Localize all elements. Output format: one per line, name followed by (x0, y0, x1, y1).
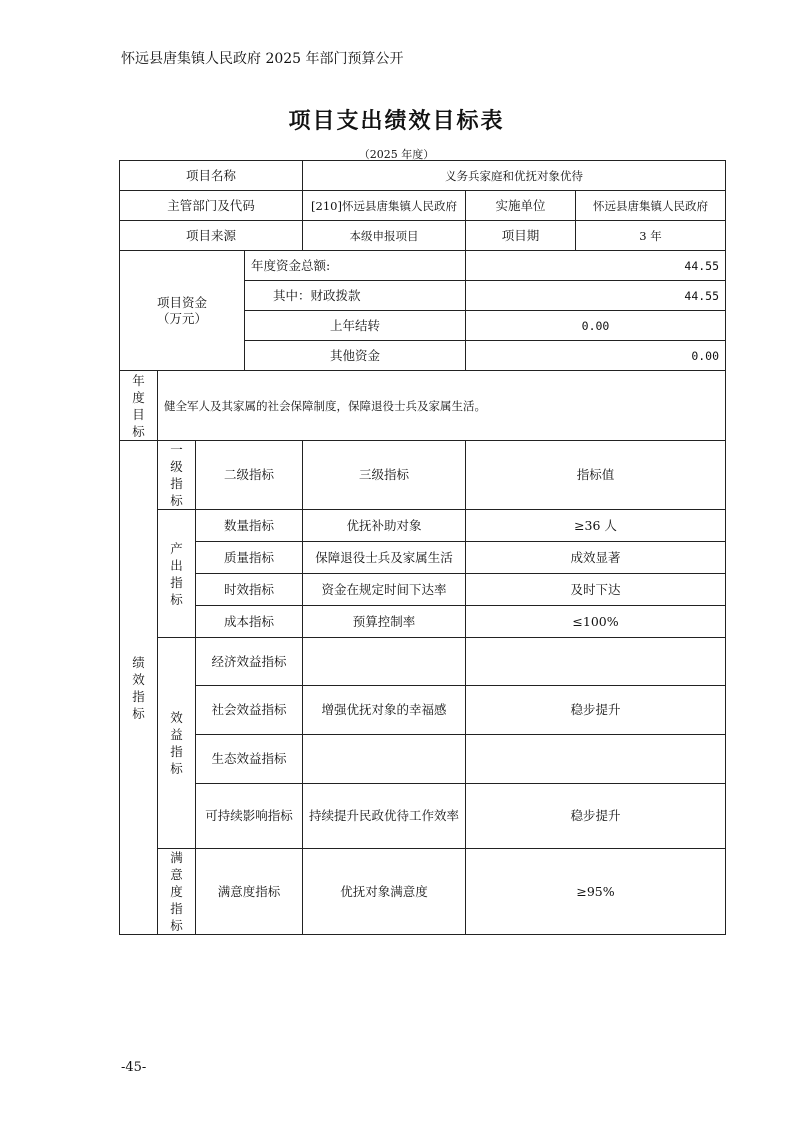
row-annual-goal (120, 371, 726, 441)
funds-other-label: 其他资金 (245, 341, 466, 371)
level3-cell: 优抚对象满意度 (303, 849, 466, 935)
table-row (120, 606, 726, 638)
level3-cell: 资金在规定时间下达率 (303, 574, 466, 606)
table-row (120, 542, 726, 574)
table-row (120, 574, 726, 606)
level3-cell: 优抚补助对象 (303, 510, 466, 542)
level2-header: 二级指标 (196, 441, 303, 510)
annual-goal-label: 年 度 目 标 (120, 371, 158, 441)
table-row (120, 784, 726, 849)
value-cell: 成效显著 (466, 542, 726, 574)
dept-value: [210]怀远县唐集镇人民政府 (303, 191, 466, 221)
row-funds-total (120, 251, 726, 281)
annual-goal-text: 健全军人及其家属的社会保障制度，保障退役士兵及家属生活。 (158, 371, 726, 441)
table-row (120, 849, 726, 935)
funds-carry-value: 0.00 (466, 311, 726, 341)
level2-cell: 生态效益指标 (196, 735, 303, 784)
table-row (120, 638, 726, 686)
impl-label: 实施单位 (466, 191, 576, 221)
page-title: 项目支出绩效目标表 (288, 108, 505, 134)
page-header: 怀远县唐集镇人民政府 2025 年部门预算公开 (121, 51, 404, 67)
output-indicator-label: 产 出 指 标 (158, 510, 196, 638)
funds-total-label: 年度资金总额: (245, 251, 466, 281)
level3-cell: 预算控制率 (303, 606, 466, 638)
period-label: 项目期 (466, 221, 576, 251)
value-cell: ≥36 人 (466, 510, 726, 542)
value-cell: 稳步提升 (466, 686, 726, 735)
period-value: 3 年 (576, 221, 726, 251)
funds-label (120, 251, 245, 371)
project-name-value: 义务兵家庭和优抚对象优待 (303, 161, 726, 191)
funds-other-value: 0.00 (466, 341, 726, 371)
value-header: 指标值 (466, 441, 726, 510)
row-source (120, 221, 726, 251)
table-row (120, 510, 726, 542)
fiscal-year: （2025 年度） (358, 148, 435, 161)
value-cell: ≤100% (466, 606, 726, 638)
table-row (120, 686, 726, 735)
value-cell: ≥95% (466, 849, 726, 935)
row-project-name (120, 161, 726, 191)
funds-label-line1: 项目资金 (156, 294, 207, 310)
value-cell: 及时下达 (466, 574, 726, 606)
row-indicator-header (120, 441, 726, 510)
level2-cell: 成本指标 (196, 606, 303, 638)
level2-cell: 时效指标 (196, 574, 303, 606)
value-cell (466, 638, 726, 686)
level3-cell: 保障退役士兵及家属生活 (303, 542, 466, 574)
level3-cell (303, 735, 466, 784)
level2-cell: 满意度指标 (196, 849, 303, 935)
row-department (120, 191, 726, 221)
value-cell: 稳步提升 (466, 784, 726, 849)
performance-table (119, 160, 726, 935)
funds-total-value: 44.55 (466, 251, 726, 281)
level2-cell: 经济效益指标 (196, 638, 303, 686)
funds-fiscal-value: 44.55 (466, 281, 726, 311)
funds-label-line2: （万元） (156, 310, 207, 326)
funds-carry-label: 上年结转 (245, 311, 466, 341)
level3-cell: 增强优抚对象的幸福感 (303, 686, 466, 735)
level2-cell: 社会效益指标 (196, 686, 303, 735)
source-value: 本级申报项目 (303, 221, 466, 251)
level3-header: 三级指标 (303, 441, 466, 510)
level1-header: 一 级 指 标 (158, 441, 196, 510)
performance-label: 绩 效 指 标 (120, 441, 158, 935)
benefit-indicator-label: 效 益 指 标 (158, 638, 196, 849)
source-label: 项目来源 (120, 221, 303, 251)
dept-label: 主管部门及代码 (120, 191, 303, 221)
level2-cell: 可持续影响指标 (196, 784, 303, 849)
satisfaction-indicator-label: 满 意 度 指 标 (158, 849, 196, 935)
project-name-label: 项目名称 (120, 161, 303, 191)
level3-cell (303, 638, 466, 686)
level3-cell: 持续提升民政优待工作效率 (303, 784, 466, 849)
table-row (120, 735, 726, 784)
value-cell (466, 735, 726, 784)
page-number: -45- (121, 1060, 147, 1075)
impl-value: 怀远县唐集镇人民政府 (576, 191, 726, 221)
funds-fiscal-label: 其中：财政拨款 (245, 281, 466, 311)
level2-cell: 质量指标 (196, 542, 303, 574)
level2-cell: 数量指标 (196, 510, 303, 542)
